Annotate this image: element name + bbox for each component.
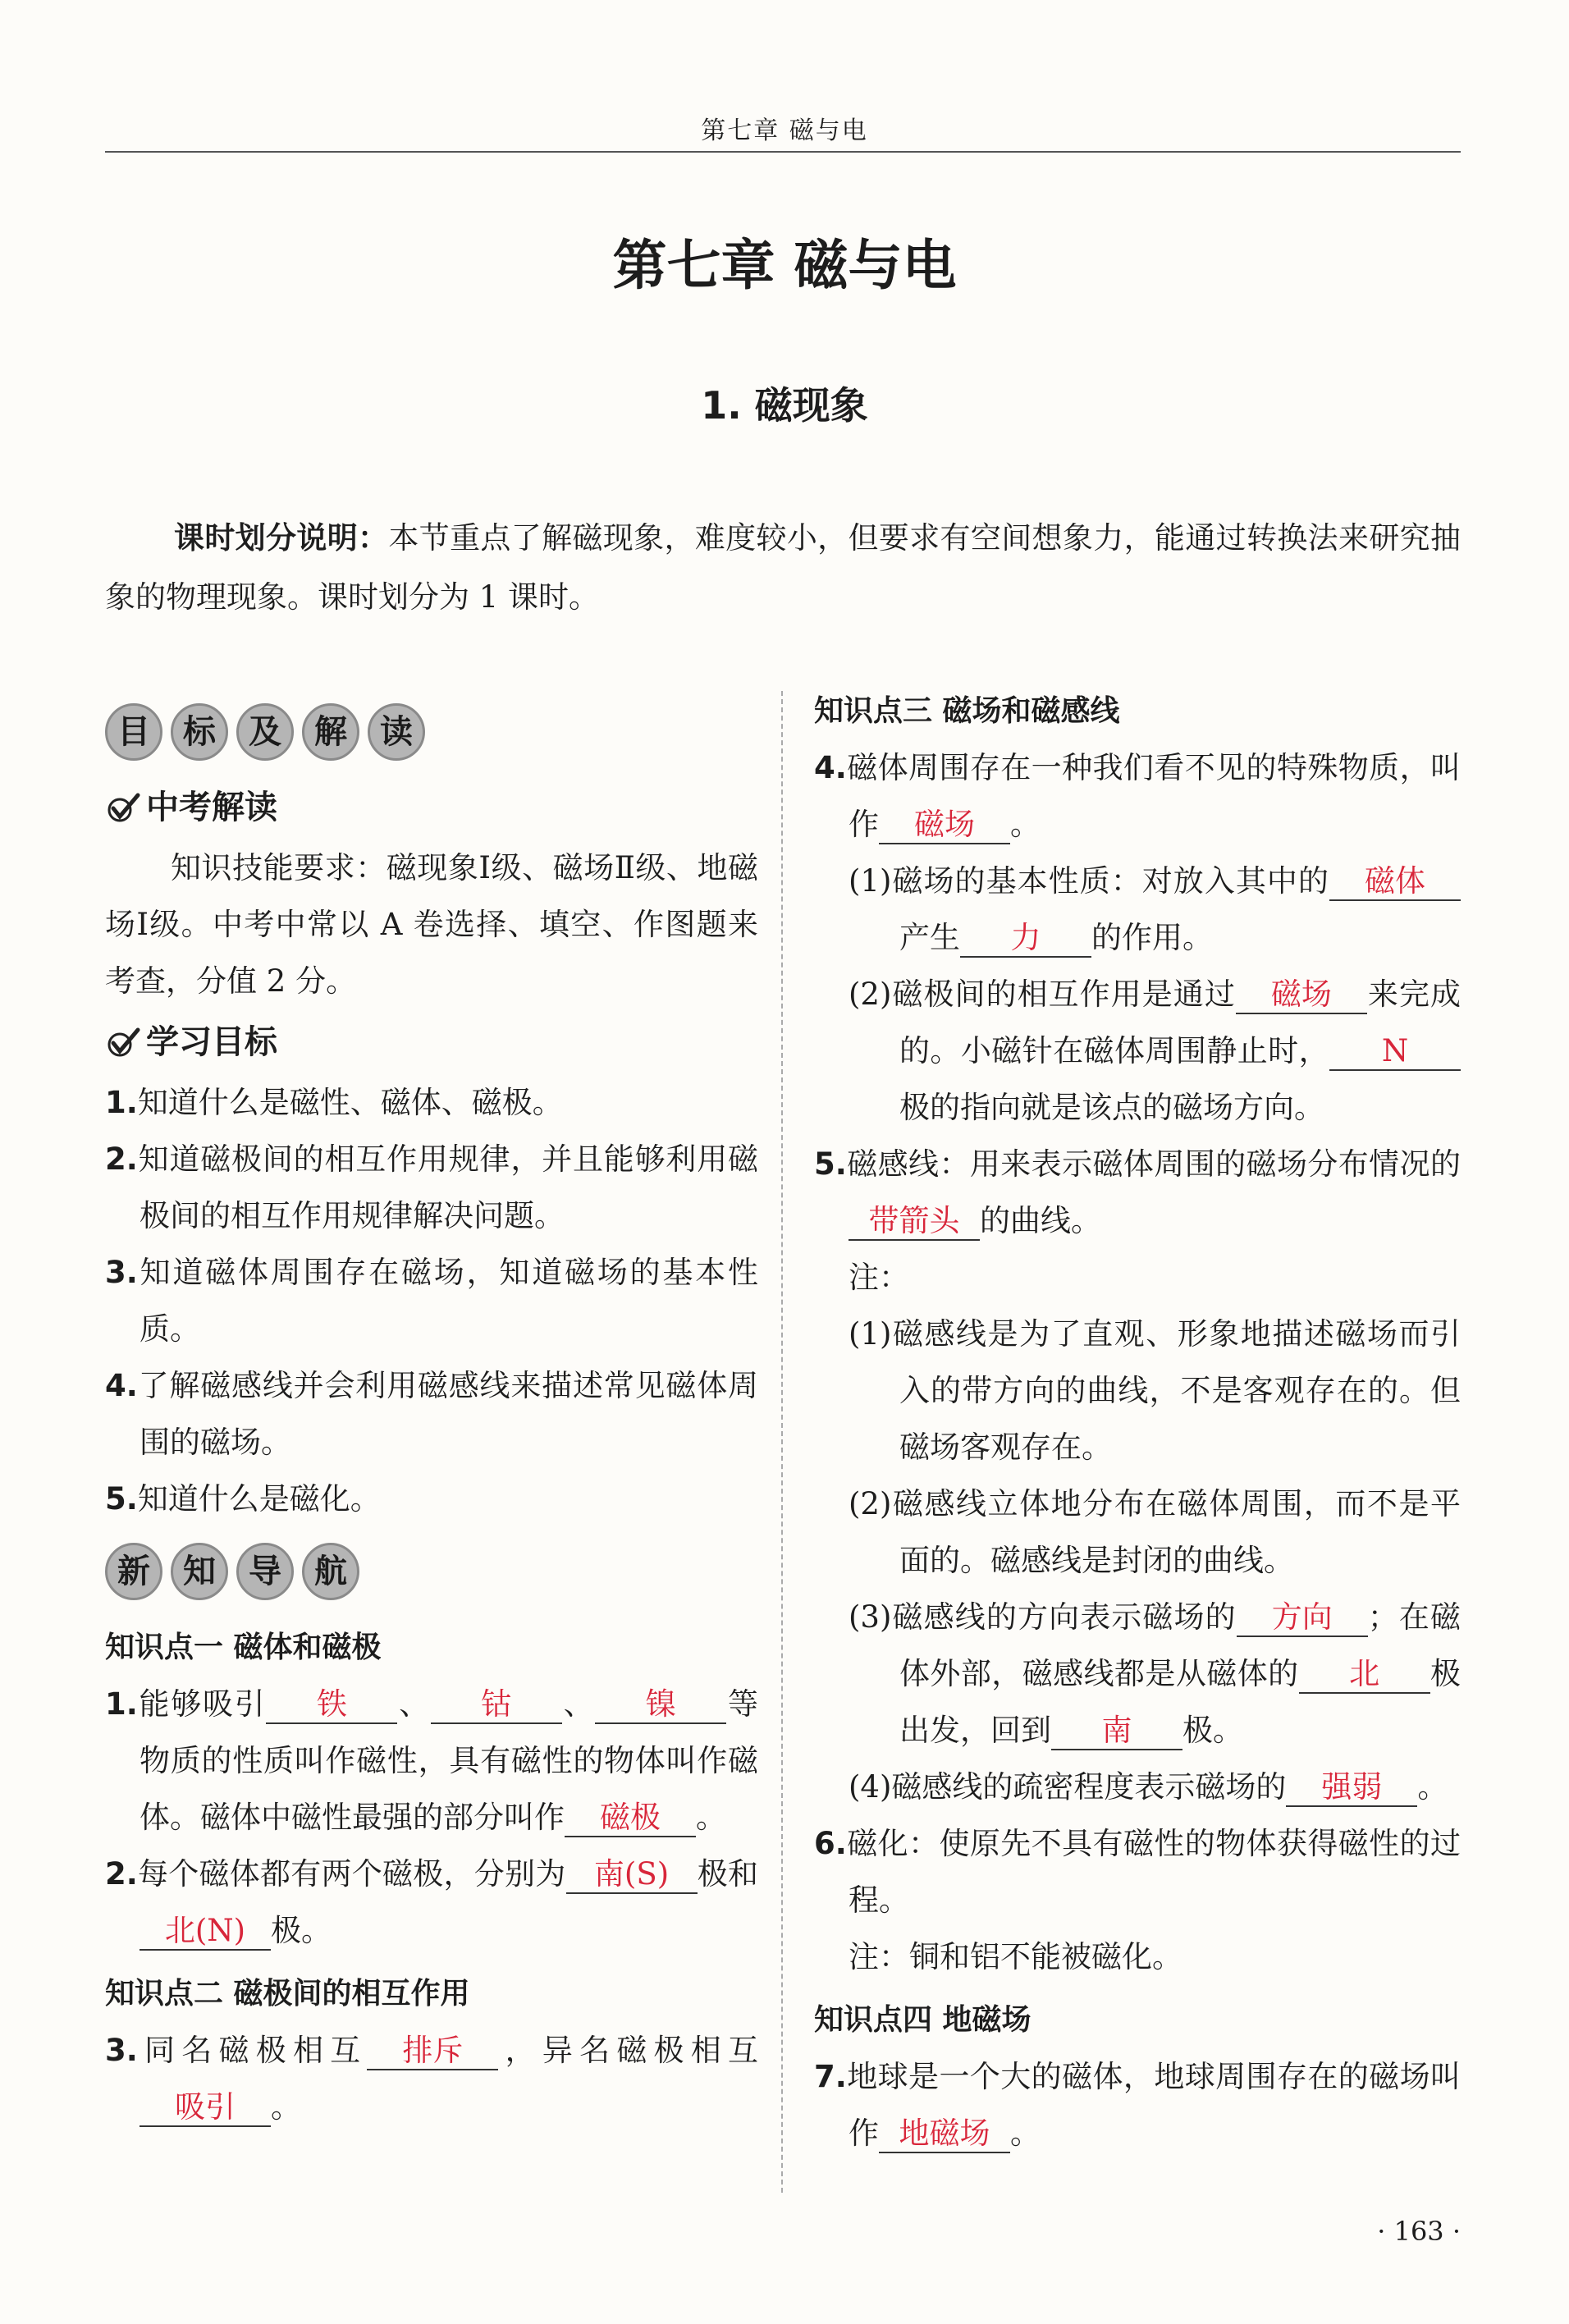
badge-char: 导 [236, 1543, 294, 1600]
question-6: 6.磁化：使原先不具有磁性的物体获得磁性的过程。 [814, 1826, 1461, 1918]
question-5-note: 注： [849, 1260, 909, 1295]
answer-blank: 北(N) [140, 1913, 271, 1951]
header-rule [105, 151, 1461, 153]
badge-char: 航 [302, 1543, 359, 1600]
lesson-intro [105, 509, 1461, 627]
goal-item: 3.知道磁体周围存在磁场，知道磁场的基本性质。 [105, 1255, 758, 1347]
intro-text: 本节重点了解磁现象，难度较小，但要求有空间想象力，能通过转换法来研究抽象的物理现象。课时划分为 1 课时。 [105, 520, 1461, 615]
page-number: · 163 · [1377, 2216, 1461, 2247]
left-column [105, 699, 758, 2135]
question-4-part-1: (1)磁场的基本性质：对放入其中的 磁体产生 力 的作用。 [814, 853, 1461, 966]
badge-char: 标 [171, 703, 228, 761]
answer-blank: 带箭头 [849, 1203, 980, 1241]
goal-item: 1.知道什么是磁性、磁体、磁极。 [105, 1085, 563, 1120]
check-icon [105, 790, 141, 826]
column-divider [781, 691, 783, 2193]
knowledge-point-4: 知识点四 地磁场 [814, 2003, 1032, 2037]
check-icon [105, 1025, 141, 1061]
answer-blank: 磁场 [1236, 977, 1367, 1014]
answer-blank: 方向 [1237, 1599, 1368, 1637]
goals-title: 学习目标 [146, 1023, 277, 1061]
answer-blank: 北 [1299, 1656, 1430, 1694]
question-5-part-3: (3)磁感线的方向表示磁场的 方向 ；在磁体外部，磁感线都是从磁体的 北 极出发，回到 南 极。 [814, 1589, 1461, 1759]
question-1: 1.能够吸引 铁 、 钴 、 镍 等物质的性质叫作磁性，具有磁性的物体叫作磁体。磁体中磁性最强的部分叫作 磁极 。 [105, 1676, 758, 1846]
answer-blank: 镍 [595, 1686, 726, 1724]
intro-lead: 课时划分说明： [174, 520, 389, 556]
badge-navigation [105, 1539, 758, 1604]
answer-blank: 南 [1051, 1713, 1182, 1750]
badge-char: 读 [368, 703, 425, 761]
answer-blank: 排斥 [367, 2033, 498, 2070]
question-5-part-4: (4)磁感线的疏密程度表示磁场的 强弱 。 [814, 1759, 1461, 1815]
badge-char: 解 [302, 703, 359, 761]
answer-blank: 磁场 [879, 807, 1010, 844]
badge-char: 及 [236, 703, 294, 761]
question-4: 4.磁体周围存在一种我们看不见的特殊物质，叫作 磁场 。 [814, 739, 1461, 853]
question-6-note: 注：铜和铝不能被磁化。 [849, 1939, 1182, 1974]
answer-blank: 地磁场 [879, 2116, 1010, 2153]
badge-char: 新 [105, 1543, 162, 1600]
answer-blank: 铁 [266, 1686, 397, 1724]
goal-item: 2.知道磁极间的相互作用规律，并且能够利用磁极间的相互作用规律解决问题。 [105, 1141, 758, 1233]
knowledge-point-1: 知识点一 磁体和磁极 [105, 1631, 382, 1664]
badge-char: 目 [105, 703, 162, 761]
section-title: 1. 磁现象 [701, 383, 868, 428]
question-5-part-1: (1)磁感线是为了直观、形象地描述磁场而引入的带方向的曲线，不是客观存在的。但磁场客观存在。 [849, 1316, 1461, 1465]
zhongkao-title: 中考解读 [146, 789, 277, 826]
running-head: 第七章 磁与电 [701, 117, 868, 145]
question-5-part-2: (2)磁感线立体地分布在磁体周围，而不是平面的。磁感线是封闭的曲线。 [849, 1486, 1461, 1578]
badge-char: 知 [171, 1543, 228, 1600]
answer-blank: 力 [960, 920, 1091, 958]
goals-heading [105, 1014, 758, 1071]
goal-item: 4.了解磁感线并会利用磁感线来描述常见磁体周围的磁场。 [105, 1368, 758, 1460]
answer-blank: 强弱 [1286, 1769, 1417, 1807]
question-4-part-2: (2)磁极间的相互作用是通过 磁场 来完成的。小磁针在磁体周围静止时， N极的指向就是该点的磁场方向。 [849, 977, 1461, 1125]
knowledge-point-2: 知识点二 磁极间的相互作用 [105, 1977, 470, 2011]
chapter-title: 第七章 磁与电 [612, 234, 957, 297]
answer-blank: 钴 [431, 1686, 562, 1724]
question-5: 5.磁感线：用来表示磁体周围的磁场分布情况的带箭头 的曲线。 [814, 1136, 1461, 1249]
answer-blank: 吸引 [140, 2089, 271, 2127]
badge-goals [105, 699, 758, 765]
knowledge-point-3: 知识点三 磁场和磁感线 [814, 694, 1120, 728]
question-3: 3.同名磁极相互 排斥 ，异名磁极相互吸引 。 [105, 2022, 758, 2135]
answer-blank: N [1329, 1033, 1461, 1071]
zhongkao-text: 知识技能要求：磁现象Ⅰ级、磁场Ⅱ级、地磁场Ⅰ级。中考中常以 A 卷选择、填空、作图题来考查，分值 2 分。 [105, 850, 758, 999]
right-column [814, 683, 1461, 2162]
answer-blank: 磁极 [565, 1800, 696, 1837]
question-2: 2.每个磁体都有两个磁极，分别为 南(S) 极和北(N) 极。 [105, 1846, 758, 1959]
goal-item: 5.知道什么是磁化。 [105, 1481, 381, 1517]
zhongkao-heading [105, 780, 758, 836]
question-7: 7.地球是一个大的磁体，地球周围存在的磁场叫作 地磁场 。 [814, 2048, 1461, 2162]
answer-blank: 南(S) [566, 1856, 698, 1894]
answer-blank: 磁体 [1329, 863, 1461, 901]
